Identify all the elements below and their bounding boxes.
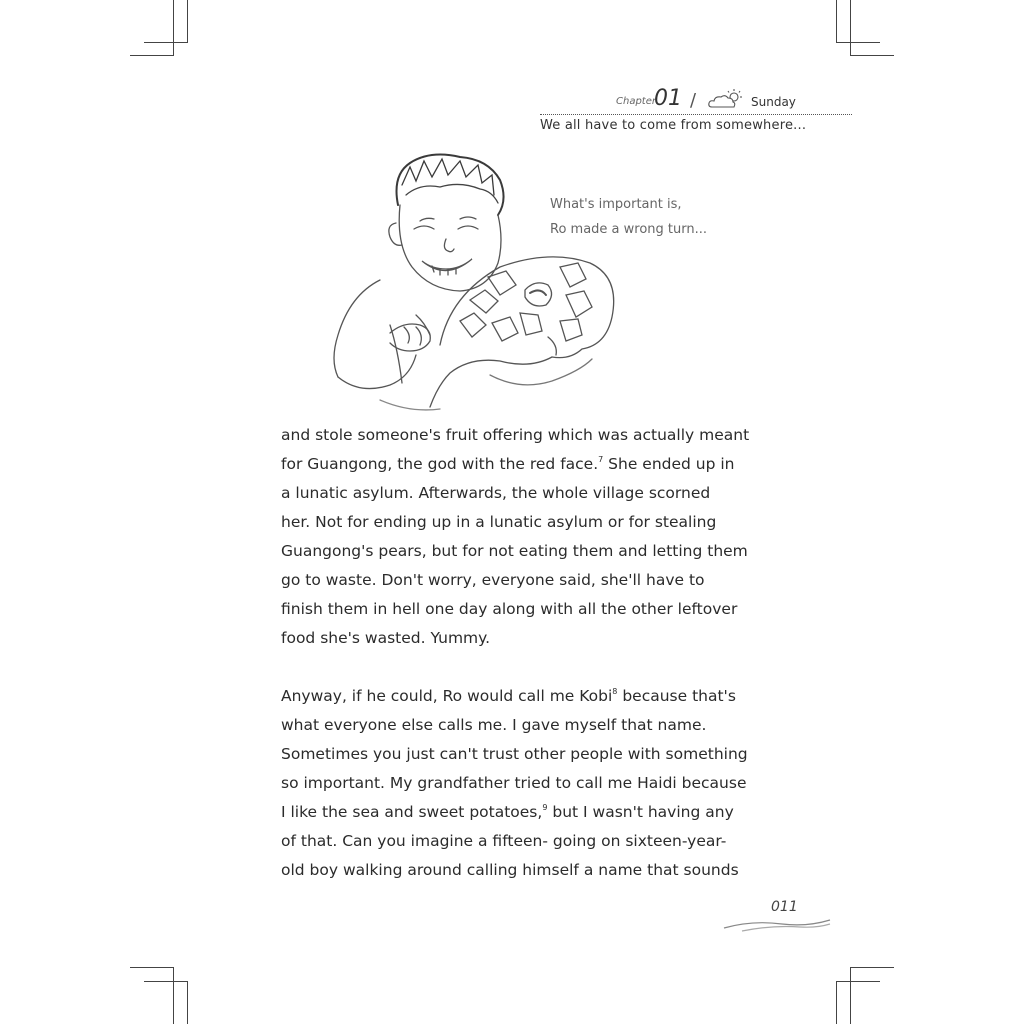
body-line <box>281 711 761 740</box>
footnote-marker: 8 <box>612 687 618 696</box>
line-text: and stole someone's fruit offering which was actually meant <box>281 426 750 444</box>
body-line <box>281 682 761 711</box>
line-text-tail: She ended up in <box>603 455 735 473</box>
body-line <box>281 769 761 798</box>
line-text: what everyone else calls me. I gave myself that name. <box>281 716 707 734</box>
line-text: for Guangong, the god with the red face. <box>281 455 599 473</box>
body-line <box>281 566 761 595</box>
line-text: of that. Can you imagine a fifteen- going on sixteen-year- <box>281 832 727 850</box>
caption-line: What's important is, <box>550 197 682 212</box>
line-text-tail: but I wasn't having any <box>547 803 734 821</box>
chapter-subtitle: We all have to come from somewhere... <box>540 118 807 133</box>
body-line <box>281 827 761 856</box>
boy-hugging-turtle-illustration <box>320 145 620 421</box>
line-text: finish them in hell one day along with all the other leftover <box>281 600 738 618</box>
line-text: Guangong's pears, but for not eating them and letting them <box>281 542 748 560</box>
footnote-marker: 9 <box>542 803 548 812</box>
chapter-label: Chapter <box>616 96 656 107</box>
line-text: Sometimes you just can't trust other people with something <box>281 745 748 763</box>
weekday-label: Sunday <box>751 95 796 109</box>
caption-line: Ro made a wrong turn... <box>550 222 708 237</box>
chapter-number: 01 <box>654 86 682 111</box>
line-text-tail: because that's <box>617 687 736 705</box>
header-divider: / <box>690 90 697 111</box>
line-text: old boy walking around calling himself a name that sounds <box>281 861 739 879</box>
body-line <box>281 450 761 479</box>
line-text: go to waste. Don't worry, everyone said, she'll have to <box>281 571 705 589</box>
body-line <box>281 798 761 827</box>
page-number: 011 <box>771 899 798 915</box>
chapter-header <box>540 86 852 133</box>
body-line <box>281 479 761 508</box>
body-line <box>281 595 761 624</box>
body-line <box>281 537 761 566</box>
line-text: her. Not for ending up in a lunatic asylum or for stealing <box>281 513 717 531</box>
line-text: so important. My grandfather tried to call me Haidi because <box>281 774 747 792</box>
footnote-marker: 7 <box>598 455 604 464</box>
body-line <box>281 624 761 653</box>
body-text <box>281 421 761 885</box>
line-text: food she's wasted. Yummy. <box>281 629 491 647</box>
body-line <box>281 508 761 537</box>
cloud-sun-icon <box>706 88 746 116</box>
line-text: I like the sea and sweet potatoes, <box>281 803 543 821</box>
wave-ornament <box>722 912 832 938</box>
body-line <box>281 856 761 885</box>
body-line <box>281 421 761 450</box>
body-line <box>281 740 761 769</box>
illustration-caption <box>550 192 707 242</box>
paragraph-break <box>281 653 761 682</box>
line-text: a lunatic asylum. Afterwards, the whole village scorned <box>281 484 711 502</box>
line-text: Anyway, if he could, Ro would call me Kobi <box>281 687 613 705</box>
